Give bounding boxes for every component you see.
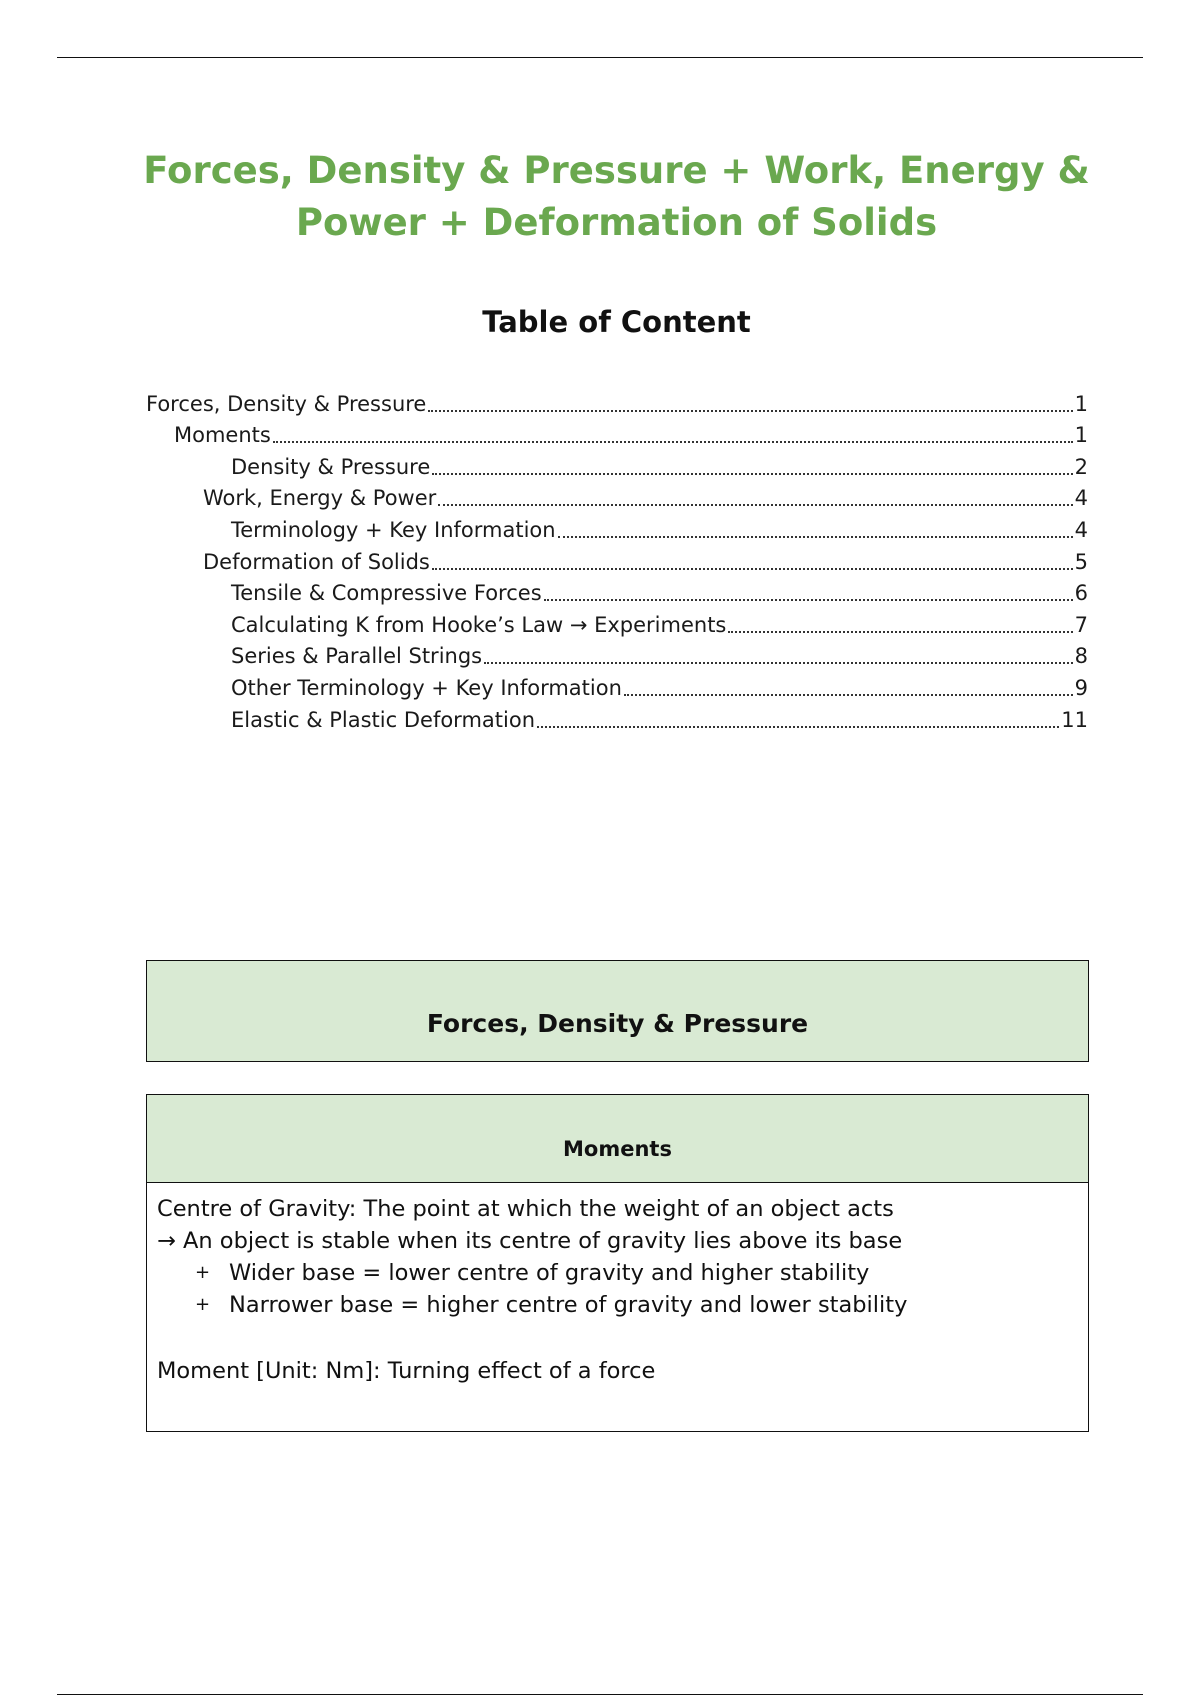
toc-entry-label: Deformation of Solids <box>203 549 430 574</box>
toc-leader-dots <box>432 567 1073 570</box>
toc-entry-label: Calculating K from Hooke’s Law → Experiments <box>231 612 727 637</box>
bullet-text: Wider base = lower centre of gravity and higher stability <box>229 1260 870 1286</box>
toc-leader-dots <box>428 409 1072 412</box>
toc-entry[interactable] <box>0 575 1200 607</box>
toc-entry-page: 1 <box>1074 391 1088 416</box>
toc-heading: Table of Content <box>482 305 751 339</box>
toc-entry-page: 9 <box>1074 675 1088 700</box>
toc-leader-dots <box>537 725 1059 728</box>
toc-entry[interactable] <box>0 669 1200 701</box>
toc-entry[interactable] <box>0 606 1200 638</box>
bullet-item <box>157 1257 1078 1289</box>
toc-leader-dots <box>484 661 1073 664</box>
toc-entry-page: 4 <box>1074 486 1088 511</box>
toc-entry-label: Moments <box>174 423 271 448</box>
toc-entry-page: 4 <box>1074 517 1088 542</box>
document-title-line-1: Forces, Density & Pressure + Work, Energy & <box>143 149 1090 192</box>
toc-entry[interactable] <box>0 417 1200 449</box>
moments-box <box>146 1094 1089 1432</box>
toc-entry-label: Terminology + Key Information <box>231 517 556 542</box>
plus-bullet-icon: + <box>195 1262 211 1283</box>
toc-entry[interactable] <box>0 385 1200 417</box>
toc-entry[interactable] <box>0 480 1200 512</box>
plus-bullet-icon: + <box>195 1294 211 1315</box>
toc-leader-dots <box>558 535 1073 538</box>
section-title: Forces, Density & Pressure <box>426 1009 809 1038</box>
toc-entry-label: Series & Parallel Strings <box>231 644 483 669</box>
bullet-text: Narrower base = higher centre of gravity and lower stability <box>229 1292 908 1318</box>
toc-leader-dots <box>273 440 1073 443</box>
toc-entry-label: Density & Pressure <box>231 454 431 479</box>
toc-leader-dots <box>728 630 1072 633</box>
document-title-line-2: Power + Deformation of Solids <box>295 201 938 244</box>
moment-definition: Moment [Unit: Nm]: Turning effect of a force <box>157 1358 656 1384</box>
toc-entry-page: 11 <box>1061 707 1088 732</box>
toc-leader-dots <box>432 472 1072 475</box>
table-of-contents <box>0 385 1200 733</box>
top-rule <box>57 57 1143 58</box>
toc-leader-dots <box>438 503 1072 506</box>
section-header-box <box>146 960 1089 1062</box>
toc-entry-page: 2 <box>1074 454 1088 479</box>
toc-entry-label: Forces, Density & Pressure <box>146 391 427 416</box>
moments-header <box>147 1095 1088 1183</box>
toc-leader-dots <box>544 598 1073 601</box>
toc-entry-label: Other Terminology + Key Information <box>231 675 622 700</box>
toc-entry-page: 8 <box>1074 644 1088 669</box>
bullet-item <box>157 1289 1078 1321</box>
toc-entry[interactable] <box>0 638 1200 670</box>
toc-entry-page: 5 <box>1074 549 1088 574</box>
moments-title: Moments <box>563 1137 672 1161</box>
toc-entry-page: 7 <box>1074 612 1088 637</box>
moments-content <box>147 1183 1088 1387</box>
toc-entry-label: Tensile & Compressive Forces <box>231 581 542 606</box>
toc-entry[interactable] <box>0 511 1200 543</box>
toc-entry[interactable] <box>0 701 1200 733</box>
paragraph-gap <box>157 1321 1078 1355</box>
toc-entry-page: 1 <box>1074 423 1088 448</box>
stability-note: → An object is stable when its centre of gravity lies above its base <box>157 1228 903 1254</box>
centre-of-gravity-definition: Centre of Gravity: The point at which the weight of an object acts <box>157 1196 894 1222</box>
toc-entry-label: Work, Energy & Power <box>203 486 437 511</box>
document-title <box>120 145 1113 249</box>
toc-entry-label: Elastic & Plastic Deformation <box>231 707 535 732</box>
toc-entry[interactable] <box>0 448 1200 480</box>
bottom-rule <box>57 1694 1143 1695</box>
toc-entry-page: 6 <box>1074 581 1088 606</box>
toc-leader-dots <box>624 693 1073 696</box>
toc-entry[interactable] <box>0 543 1200 575</box>
